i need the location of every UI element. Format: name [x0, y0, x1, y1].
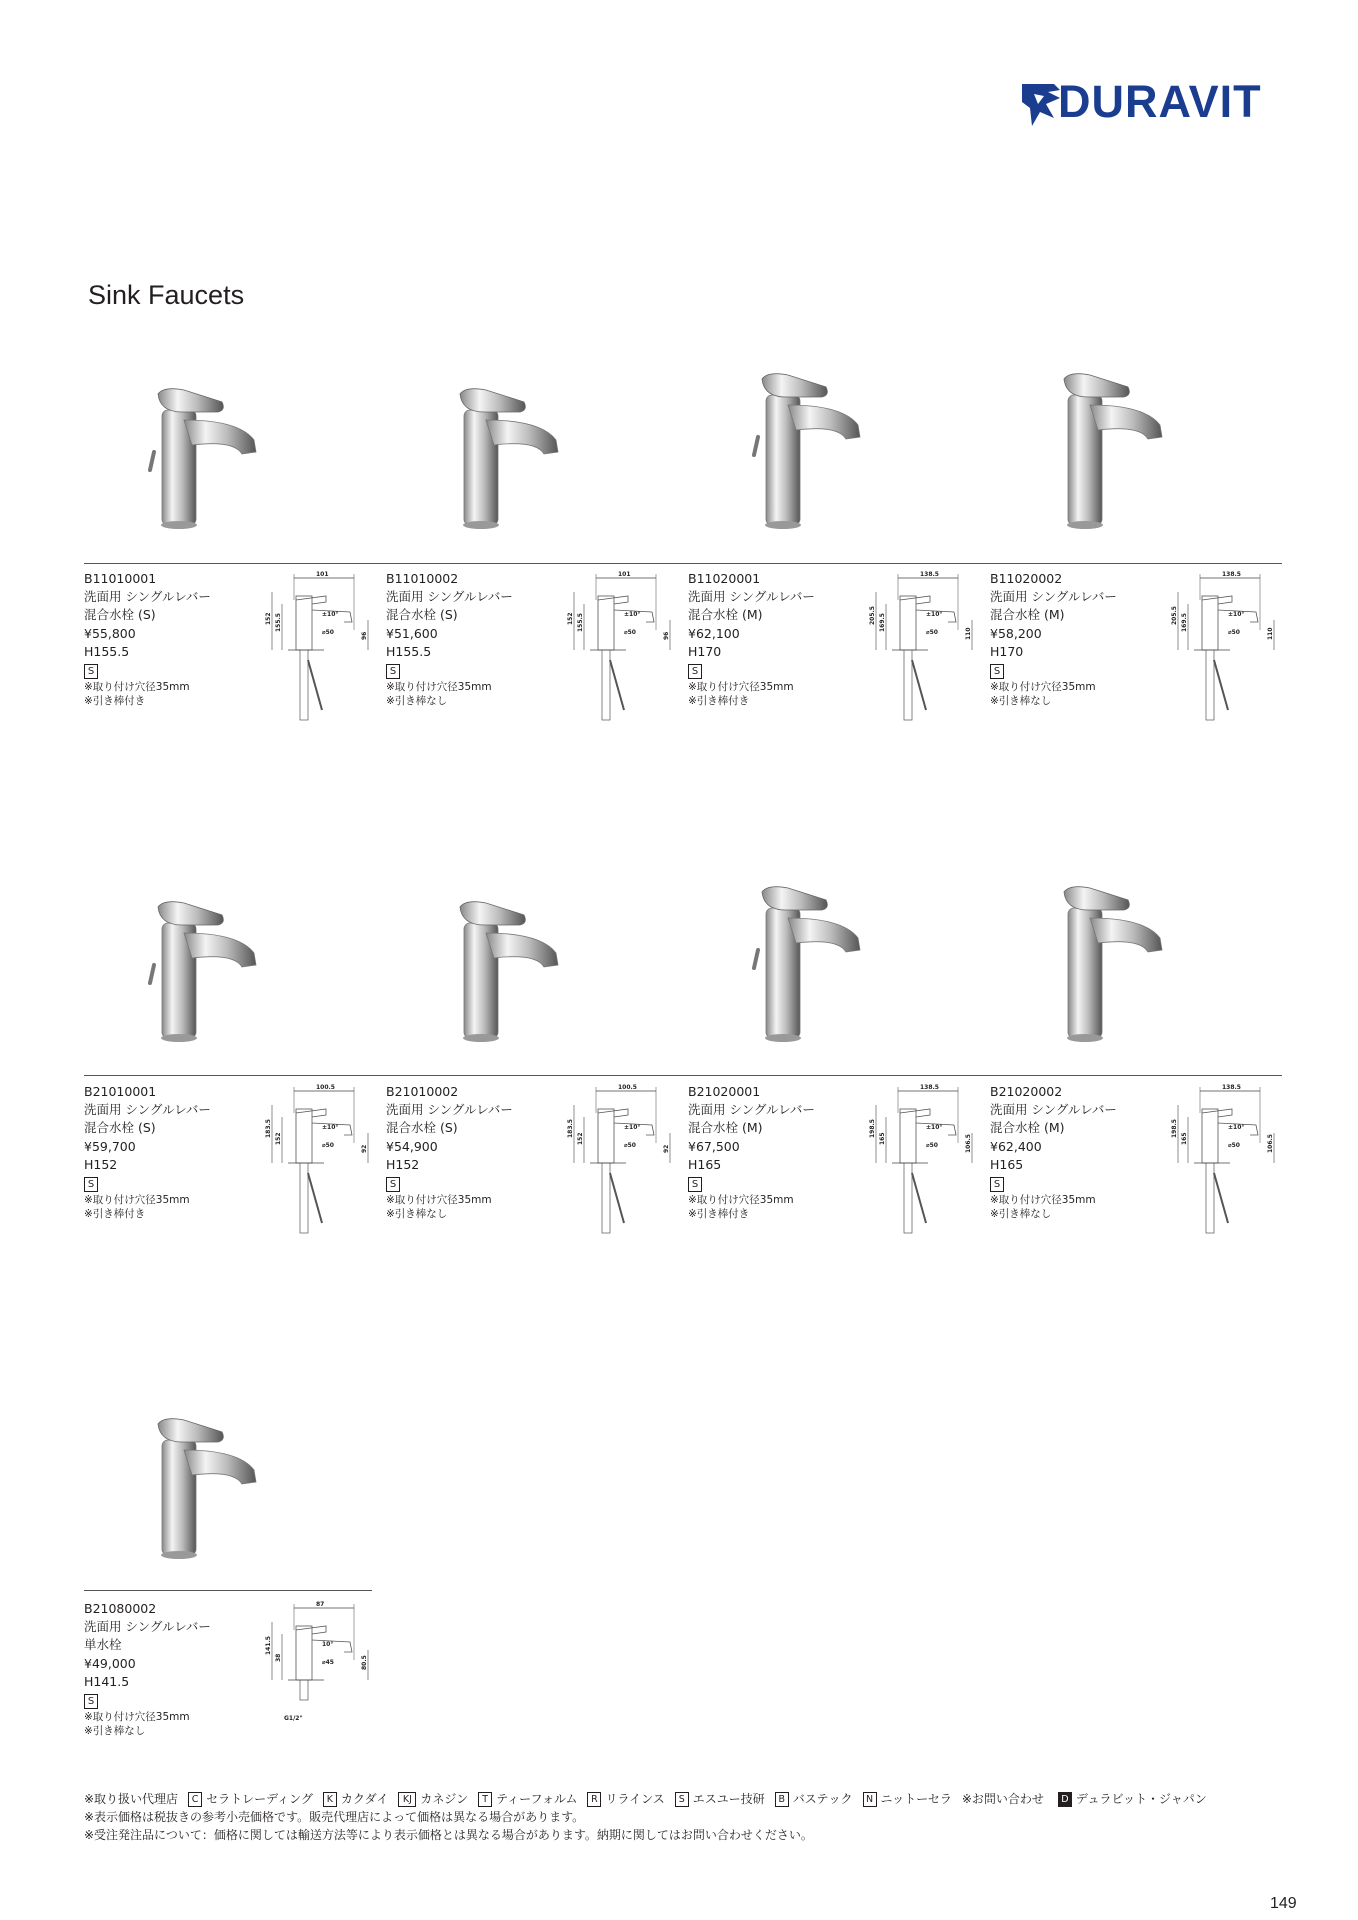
badge-row [688, 1174, 815, 1193]
svg-text:10°: 10° [322, 1641, 334, 1648]
distributor-badge: S [386, 664, 400, 679]
svg-text:138.5: 138.5 [1222, 1084, 1241, 1091]
legend-label: カネジン [420, 1792, 469, 1806]
legend-intro: ※取り扱い代理店 [84, 1792, 179, 1806]
svg-text:100.5: 100.5 [618, 1084, 637, 1091]
badge-row [386, 661, 513, 680]
product-name: 洗面用 シングルレバー [84, 1619, 211, 1635]
distributor-badge: S [990, 1177, 1004, 1192]
product-type: 単水栓 [84, 1637, 122, 1653]
distributor-badge: S [84, 1694, 98, 1709]
svg-text:205.5: 205.5 [869, 606, 876, 625]
svg-text:138.5: 138.5 [1222, 571, 1241, 578]
product-note: ※引き棒付き [688, 1208, 750, 1221]
faucet-photo [1050, 878, 1200, 1048]
faucet-photo [446, 365, 596, 535]
faucet-photo [748, 878, 898, 1048]
svg-text:±10°: ±10° [926, 1124, 943, 1131]
svg-text:141.5: 141.5 [265, 1636, 272, 1655]
svg-text:⌀50: ⌀50 [624, 629, 636, 636]
svg-text:110: 110 [965, 627, 972, 640]
svg-text:198.5: 198.5 [1171, 1119, 1178, 1138]
svg-text:⌀50: ⌀50 [926, 1142, 938, 1149]
distributor-badge: S [386, 1177, 400, 1192]
product-card [386, 878, 686, 1238]
dimension-diagram [868, 1083, 988, 1243]
product-price: ¥55,800 [84, 625, 136, 641]
svg-text:152: 152 [567, 612, 574, 625]
legend-inquiry: ※お問い合わせ [961, 1792, 1044, 1806]
product-height: H165 [990, 1156, 1024, 1172]
product-type: 混合水栓 (M) [990, 607, 1065, 623]
dimension-diagram [1170, 570, 1290, 730]
svg-text:155.5: 155.5 [275, 613, 282, 632]
svg-text:⌀50: ⌀50 [322, 1142, 334, 1149]
svg-text:198.5: 198.5 [869, 1119, 876, 1138]
distributor-badge: S [84, 664, 98, 679]
brand-name: DURAVIT [1058, 76, 1262, 127]
legend-badge: C [188, 1792, 202, 1807]
faucet-image [748, 878, 898, 1048]
legend-items [188, 1790, 962, 1808]
svg-text:110: 110 [1267, 627, 1274, 640]
legend-item [323, 1790, 389, 1808]
legend-badge: S [675, 1792, 689, 1807]
product-info [990, 1083, 1117, 1221]
svg-text:±10°: ±10° [1228, 611, 1245, 618]
legend-item [675, 1790, 765, 1808]
product-type: 混合水栓 (S) [386, 1120, 458, 1136]
product-price: ¥67,500 [688, 1138, 740, 1154]
dimension-drawing [566, 570, 686, 730]
legend-badge: B [775, 1792, 789, 1807]
product-type: 混合水栓 (S) [84, 607, 156, 623]
legend-label: リラインス [605, 1792, 665, 1806]
faucet-image [144, 365, 294, 535]
faucet-image [144, 1395, 294, 1565]
svg-text:152: 152 [265, 612, 272, 625]
legend-label: カクダイ [340, 1792, 389, 1806]
faucet-photo [748, 365, 898, 535]
legend-item [587, 1790, 664, 1808]
product-note: ※取り付け穴径35mm [386, 1194, 492, 1207]
dimension-diagram [264, 570, 384, 730]
dimension-diagram [264, 1600, 384, 1760]
legend-label: ニットーセラ [880, 1792, 952, 1806]
product-note: ※取り付け穴径35mm [990, 681, 1096, 694]
legend-line-distributors [84, 1790, 1217, 1808]
product-name: 洗面用 シングルレバー [688, 1102, 815, 1118]
product-height: H155.5 [386, 643, 432, 659]
faucet-image [748, 365, 898, 535]
dimension-diagram [264, 1083, 384, 1243]
legend-badge: R [587, 1792, 601, 1807]
product-note: ※取り付け穴径35mm [84, 681, 190, 694]
product-price: ¥59,700 [84, 1138, 136, 1154]
product-info [84, 570, 211, 708]
dimension-diagram [566, 1083, 686, 1243]
legend-label: ティーフォルム [496, 1792, 578, 1806]
page-number: 149 [1270, 1895, 1297, 1912]
svg-text:±10°: ±10° [926, 611, 943, 618]
product-info [84, 1083, 211, 1221]
svg-text:⌀45: ⌀45 [322, 1659, 334, 1666]
product-card [990, 878, 1290, 1238]
product-name: 洗面用 シングルレバー [990, 1102, 1117, 1118]
svg-text:138.5: 138.5 [920, 1084, 939, 1091]
product-price: ¥49,000 [84, 1655, 136, 1671]
badge-row [990, 1174, 1117, 1193]
product-card [84, 365, 384, 725]
dimension-drawing [566, 1083, 686, 1243]
product-price: ¥51,600 [386, 625, 438, 641]
badge-row [688, 661, 815, 680]
svg-text:92: 92 [361, 1144, 368, 1153]
svg-text:183.5: 183.5 [265, 1119, 272, 1138]
badge-row [990, 661, 1117, 680]
product-code: B21020002 [990, 1084, 1063, 1099]
page-title: Sink Faucets [88, 280, 245, 310]
faucet-image [446, 365, 596, 535]
svg-text:169.5: 169.5 [879, 613, 886, 632]
svg-text:165: 165 [879, 1132, 886, 1145]
svg-text:152: 152 [275, 1132, 282, 1145]
product-note: ※引き棒なし [990, 1208, 1052, 1221]
product-height: H170 [990, 643, 1024, 659]
product-code: B21080002 [84, 1601, 157, 1616]
product-name: 洗面用 シングルレバー [688, 589, 815, 605]
svg-text:±10°: ±10° [322, 611, 339, 618]
product-note: ※取り付け穴径35mm [688, 1194, 794, 1207]
svg-text:⌀50: ⌀50 [322, 629, 334, 636]
product-info [386, 1083, 513, 1221]
product-card [688, 878, 988, 1238]
svg-text:⌀50: ⌀50 [1228, 629, 1240, 636]
faucet-photo [144, 1395, 294, 1565]
product-height: H152 [386, 1156, 420, 1172]
distributor-badge: S [688, 1177, 702, 1192]
product-info [688, 570, 815, 708]
distributor-badge: S [84, 1177, 98, 1192]
product-price: ¥62,100 [688, 625, 740, 641]
faucet-photo [446, 878, 596, 1048]
product-note: ※取り付け穴径35mm [84, 1711, 190, 1724]
product-type: 混合水栓 (S) [84, 1120, 156, 1136]
product-type: 混合水栓 (M) [688, 607, 763, 623]
legend-item [863, 1790, 952, 1808]
legend-badge: KJ [398, 1792, 416, 1807]
dimension-diagram [566, 570, 686, 730]
legend-item [188, 1790, 313, 1808]
product-note: ※引き棒なし [84, 1725, 146, 1738]
svg-text:87: 87 [316, 1601, 325, 1608]
svg-text:183.5: 183.5 [567, 1119, 574, 1138]
svg-text:205.5: 205.5 [1171, 606, 1178, 625]
dimension-drawing [264, 570, 384, 730]
legend-badge-duravit: D [1058, 1792, 1072, 1807]
product-code: B11010001 [84, 571, 157, 586]
svg-text:106.5: 106.5 [1267, 1134, 1274, 1153]
legend-label: セラトレーディング [206, 1792, 313, 1806]
distributor-legend [84, 1790, 1217, 1844]
product-name: 洗面用 シングルレバー [386, 589, 513, 605]
svg-text:138.5: 138.5 [920, 571, 939, 578]
faucet-image [1050, 365, 1200, 535]
legend-badge: N [863, 1792, 877, 1807]
product-price: ¥58,200 [990, 625, 1042, 641]
product-card [84, 1395, 384, 1755]
faucet-photo [144, 365, 294, 535]
svg-text:⌀50: ⌀50 [1228, 1142, 1240, 1149]
product-code: B11020002 [990, 571, 1063, 586]
product-name: 洗面用 シングルレバー [84, 589, 211, 605]
faucet-photo [1050, 365, 1200, 535]
product-code: B21010002 [386, 1084, 459, 1099]
product-card [84, 878, 384, 1238]
svg-text:106.5: 106.5 [965, 1134, 972, 1153]
product-info [386, 570, 513, 708]
dimension-diagram [868, 570, 988, 730]
product-price: ¥62,400 [990, 1138, 1042, 1154]
product-type: 混合水栓 (M) [990, 1120, 1065, 1136]
product-note: ※引き棒なし [386, 1208, 448, 1221]
legend-label-duravit: デュラビット・ジャパン [1075, 1792, 1207, 1806]
dimension-drawing [868, 1083, 988, 1243]
product-note: ※取り付け穴径35mm [990, 1194, 1096, 1207]
svg-text:165: 165 [1181, 1132, 1188, 1145]
product-code: B11020001 [688, 571, 761, 586]
product-code: B11010002 [386, 571, 459, 586]
product-note: ※引き棒なし [386, 695, 448, 708]
svg-text:100.5: 100.5 [316, 1084, 335, 1091]
dimension-drawing [868, 570, 988, 730]
dimension-diagram [1170, 1083, 1290, 1243]
legend-note-price: ※表示価格は税抜きの参考小売価格です。販売代理店によって価格は異なる場合があります。 [84, 1810, 585, 1824]
legend-note-order: ※受注発注品について：価格に関しては輸送方法等により表示価格とは異なる場合があります。納期に関してはお問い合わせください。 [84, 1828, 813, 1842]
product-height: H141.5 [84, 1673, 130, 1689]
svg-text:±10°: ±10° [624, 611, 641, 618]
svg-text:155.5: 155.5 [577, 613, 584, 632]
svg-text:±10°: ±10° [1228, 1124, 1245, 1131]
distributor-badge: S [990, 664, 1004, 679]
product-info [84, 1600, 211, 1738]
legend-label: エスユー技研 [692, 1792, 765, 1806]
product-name: 洗面用 シングルレバー [386, 1102, 513, 1118]
product-code: B21010001 [84, 1084, 157, 1099]
dimension-drawing [1170, 570, 1290, 730]
product-note: ※取り付け穴径35mm [386, 681, 492, 694]
product-info [688, 1083, 815, 1221]
faucet-photo [144, 878, 294, 1048]
dimension-drawing [264, 1083, 384, 1243]
dimension-drawing [264, 1600, 384, 1760]
product-card [688, 365, 988, 725]
product-price: ¥54,900 [386, 1138, 438, 1154]
svg-text:80.5: 80.5 [361, 1655, 368, 1670]
svg-text:G1/2": G1/2" [284, 1715, 303, 1722]
product-code: B21020001 [688, 1084, 761, 1099]
product-note: ※引き棒付き [84, 695, 146, 708]
badge-row [84, 1174, 211, 1193]
product-name: 洗面用 シングルレバー [84, 1102, 211, 1118]
svg-text:96: 96 [361, 631, 368, 640]
svg-text:101: 101 [618, 571, 631, 578]
legend-item-duravit [1058, 1790, 1207, 1808]
product-type: 混合水栓 (M) [688, 1120, 763, 1136]
product-height: H165 [688, 1156, 722, 1172]
svg-text:38: 38 [275, 1653, 282, 1662]
svg-text:±10°: ±10° [322, 1124, 339, 1131]
dimension-drawing [1170, 1083, 1290, 1243]
product-type: 混合水栓 (S) [386, 607, 458, 623]
svg-text:152: 152 [577, 1132, 584, 1145]
faucet-image [446, 878, 596, 1048]
legend-badge: K [323, 1792, 337, 1807]
legend-item [398, 1790, 468, 1808]
faucet-image [144, 878, 294, 1048]
product-height: H152 [84, 1156, 118, 1172]
product-info [990, 570, 1117, 708]
product-note: ※取り付け穴径35mm [688, 681, 794, 694]
product-card [990, 365, 1290, 725]
svg-text:101: 101 [316, 571, 329, 578]
product-note: ※取り付け穴径35mm [84, 1194, 190, 1207]
product-card [386, 365, 686, 725]
svg-text:⌀50: ⌀50 [624, 1142, 636, 1149]
product-height: H155.5 [84, 643, 130, 659]
svg-text:92: 92 [663, 1144, 670, 1153]
legend-badge: T [478, 1792, 492, 1807]
badge-row [84, 1691, 211, 1710]
legend-item [478, 1790, 577, 1808]
product-height: H170 [688, 643, 722, 659]
legend-item [775, 1790, 853, 1808]
product-name: 洗面用 シングルレバー [990, 589, 1117, 605]
faucet-image [1050, 878, 1200, 1048]
legend-label: バステック [792, 1792, 853, 1806]
svg-text:169.5: 169.5 [1181, 613, 1188, 632]
badge-row [84, 661, 211, 680]
svg-text:⌀50: ⌀50 [926, 629, 938, 636]
product-note: ※引き棒付き [84, 1208, 146, 1221]
product-note: ※引き棒付き [688, 695, 750, 708]
badge-row [386, 1174, 513, 1193]
svg-text:96: 96 [663, 631, 670, 640]
svg-text:±10°: ±10° [624, 1124, 641, 1131]
distributor-badge: S [688, 664, 702, 679]
product-note: ※引き棒なし [990, 695, 1052, 708]
